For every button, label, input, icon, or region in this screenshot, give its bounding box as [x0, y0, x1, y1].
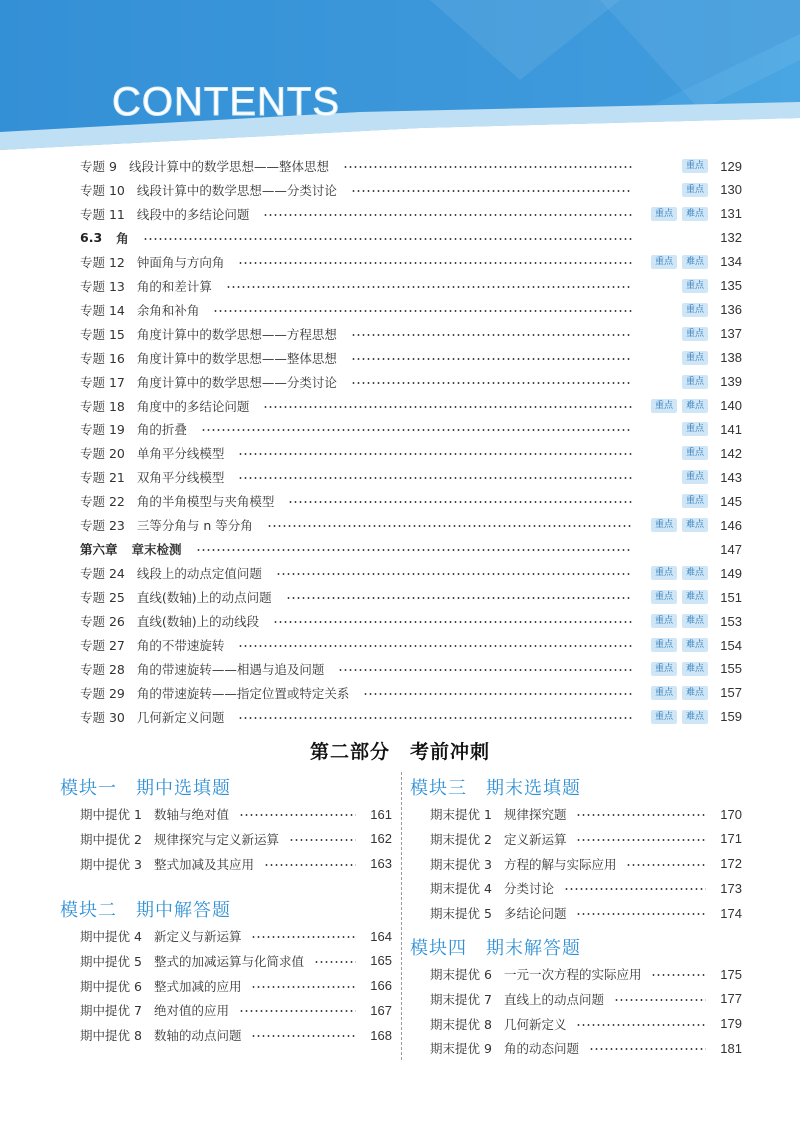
badge-group: [642, 590, 708, 604]
page-number: 154: [720, 637, 742, 653]
contents-title: CONTENTS: [112, 80, 340, 124]
page-number: 174: [720, 905, 742, 921]
badge-group: [642, 303, 708, 317]
page-number: 132: [720, 230, 742, 246]
dot-leader: [263, 406, 632, 408]
page-number: 140: [720, 398, 742, 413]
toc-row[interactable]: [80, 417, 742, 441]
toc-row[interactable]: [80, 609, 742, 633]
module-row[interactable]: [430, 827, 742, 851]
toc-topic: 角的带速旋转——相遇与追及问题: [136, 661, 325, 677]
page-number: 157: [720, 685, 742, 701]
badge-group: [642, 159, 708, 173]
dot-leader: [651, 974, 706, 976]
difficulty-badge: 难点: [682, 255, 708, 269]
dot-leader: [238, 477, 632, 479]
difficulty-badge: 难点: [682, 518, 708, 532]
module-row[interactable]: [430, 1012, 742, 1036]
toc-topic: 角: [116, 230, 129, 246]
module-row[interactable]: [80, 852, 392, 876]
difficulty-badge: 难点: [682, 638, 708, 652]
toc-label: 专题 23: [80, 518, 125, 534]
page-number: 162: [370, 831, 392, 847]
dot-leader: [196, 549, 632, 551]
toc-row[interactable]: [80, 681, 742, 705]
module-row[interactable]: [80, 998, 392, 1022]
module-item-label: 期末提优 4: [430, 881, 492, 897]
module-item-topic: 规律探究题: [503, 807, 567, 822]
page-number: 177: [720, 991, 742, 1007]
dot-leader: [264, 864, 356, 866]
toc-label: 专题 20: [80, 446, 125, 462]
module-title: 模块四 期末解答题: [410, 938, 581, 959]
key-point-badge: 重点: [651, 518, 677, 532]
module-item-label: 期末提优 6: [430, 967, 492, 982]
toc-row[interactable]: [80, 657, 742, 681]
badge-group: [642, 686, 708, 700]
toc-topic: 角的和差计算: [136, 278, 212, 294]
page-number: 159: [720, 709, 742, 725]
page-number: 153: [720, 613, 742, 629]
key-point-badge: 重点: [651, 662, 677, 676]
page-number: 137: [720, 326, 742, 342]
badge-group: [642, 494, 708, 508]
dot-leader: [576, 1024, 706, 1026]
toc-topic: 直线(数轴)上的动线段: [136, 614, 260, 630]
module-item-topic: 几何新定义: [503, 1016, 567, 1032]
dot-leader: [263, 214, 632, 216]
toc-row[interactable]: [80, 513, 742, 537]
dot-leader: [576, 913, 706, 915]
page-number: 164: [370, 928, 392, 944]
toc-row[interactable]: [80, 633, 742, 657]
key-point-badge: 重点: [682, 422, 708, 436]
page-number: 139: [720, 374, 742, 390]
dot-leader: [289, 839, 356, 841]
module-row[interactable]: [80, 827, 392, 851]
key-point-badge: 重点: [651, 255, 677, 269]
key-point-badge: 重点: [651, 638, 677, 652]
toc-row[interactable]: [80, 250, 742, 274]
badge-group: [642, 399, 708, 413]
page-number: 138: [720, 350, 742, 366]
module-item-label: 期中提优 8: [80, 1028, 142, 1044]
page-number: 142: [720, 445, 742, 461]
toc-topic: 角的半角模型与夹角模型: [136, 494, 275, 510]
dot-leader: [288, 501, 632, 503]
page-number: 161: [370, 806, 392, 822]
toc-row[interactable]: [80, 394, 742, 418]
dot-leader: [239, 814, 356, 816]
page-number: 175: [720, 966, 742, 982]
page-number: 147: [720, 541, 742, 557]
difficulty-badge: 难点: [682, 686, 708, 700]
module-item-label: 期末提优 5: [430, 906, 492, 922]
dot-leader: [363, 693, 632, 695]
toc-topic: 角度计算中的数学思想——整体思想: [136, 350, 337, 366]
key-point-badge: 重点: [682, 494, 708, 508]
dot-leader: [251, 936, 356, 938]
toc-section-row[interactable]: [80, 226, 742, 250]
toc-row[interactable]: [80, 322, 742, 346]
dot-leader: [343, 166, 632, 168]
page-number: 167: [370, 1002, 392, 1018]
module-item-topic: 角的动态问题: [503, 1041, 579, 1057]
difficulty-badge: 难点: [682, 590, 708, 604]
header-banner: [0, 0, 800, 170]
toc-row[interactable]: [80, 346, 742, 370]
toc-topic: 线段上的动点定值问题: [136, 566, 262, 582]
toc-label: 专题 21: [80, 470, 125, 486]
toc-label: 专题 29: [80, 685, 125, 701]
toc-row[interactable]: [80, 489, 742, 513]
dot-leader: [589, 1048, 706, 1050]
module-row[interactable]: [430, 876, 742, 900]
dot-leader: [226, 286, 632, 288]
toc-label: 专题 13: [80, 278, 125, 294]
dot-leader: [238, 717, 632, 719]
dot-leader: [143, 238, 632, 240]
page-number: 171: [720, 831, 742, 847]
dot-leader: [238, 262, 632, 264]
key-point-badge: 重点: [682, 375, 708, 389]
toc-label: 专题 16: [80, 350, 125, 366]
badge-group: [642, 375, 708, 389]
page-number: 155: [720, 661, 742, 677]
module-row[interactable]: [80, 924, 392, 948]
key-point-badge: 重点: [682, 470, 708, 484]
toc-topic: 角的带速旋转——指定位置或特定关系: [136, 685, 350, 701]
difficulty-badge: 难点: [682, 207, 708, 221]
toc-label: 专题 14: [80, 302, 125, 318]
part2-title: 第二部分 考前冲刺: [309, 741, 490, 763]
dot-leader: [351, 358, 632, 360]
toc-label: 专题 12: [80, 254, 125, 270]
toc-topic: 章末检测: [131, 542, 182, 558]
page-number: 131: [720, 206, 742, 222]
badge-group: [642, 662, 708, 676]
dot-leader: [251, 1035, 356, 1037]
module-item-topic: 新定义与新运算: [153, 929, 242, 944]
dot-leader: [351, 190, 632, 192]
module-item-label: 期末提优 7: [430, 991, 492, 1007]
dot-leader: [273, 621, 632, 623]
page-number: 134: [720, 254, 742, 270]
module-row[interactable]: [430, 901, 742, 925]
key-point-badge: 重点: [682, 183, 708, 197]
toc-label: 专题 10: [80, 182, 125, 198]
dot-leader: [276, 573, 632, 575]
module-item-topic: 多结论问题: [503, 906, 567, 922]
dot-leader: [238, 453, 632, 455]
badge-group: [642, 183, 708, 197]
module-item-label: 期中提优 2: [80, 831, 142, 847]
module-item-label: 期末提优 8: [430, 1016, 492, 1032]
toc-topic: 线段计算中的数学思想——整体思想: [128, 159, 329, 174]
module-row[interactable]: [80, 802, 392, 826]
dot-leader: [201, 429, 632, 431]
badge-group: [642, 422, 708, 436]
module-item-label: 期中提优 1: [80, 807, 142, 822]
toc-row[interactable]: [80, 705, 742, 729]
toc-topic: 线段计算中的数学思想——分类讨论: [136, 182, 337, 198]
toc-row[interactable]: [80, 202, 742, 226]
module-item-label: 期中提优 3: [80, 856, 142, 872]
module-item-topic: 分类讨论: [503, 881, 554, 897]
key-point-badge: 重点: [651, 590, 677, 604]
module-row[interactable]: [430, 987, 742, 1011]
module-row[interactable]: [80, 949, 392, 973]
toc-topic: 角度计算中的数学思想——方程思想: [136, 326, 337, 342]
toc-section-row[interactable]: [80, 537, 742, 561]
toc-label: 专题 30: [80, 709, 125, 725]
page-number: 149: [720, 565, 742, 581]
page-number: 166: [370, 978, 392, 994]
module-title: 模块三 期末选填题: [410, 778, 581, 799]
page-number: 165: [370, 953, 392, 969]
toc-topic: 单角平分线模型: [136, 446, 225, 462]
toc-topic: 角度计算中的数学思想——分类讨论: [136, 374, 337, 390]
difficulty-badge: 难点: [682, 614, 708, 628]
page-number: 146: [720, 517, 742, 533]
module-item-label: 期中提优 4: [80, 929, 142, 944]
module-item-topic: 数轴的动点问题: [153, 1028, 242, 1044]
module-item-topic: 整式加减及其应用: [153, 856, 254, 872]
badge-group: [642, 470, 708, 484]
toc-row[interactable]: [80, 441, 742, 465]
module-item-topic: 一元一次方程的实际应用: [503, 967, 642, 982]
module-item-topic: 直线上的动点问题: [503, 991, 604, 1007]
dot-leader: [351, 334, 632, 336]
module-row[interactable]: [430, 1036, 742, 1060]
key-point-badge: 重点: [682, 351, 708, 365]
page-number: 151: [720, 589, 742, 605]
module-item-topic: 规律探究与定义新运算: [153, 831, 279, 847]
module-item-label: 期末提优 9: [430, 1041, 492, 1057]
key-point-badge: 重点: [651, 710, 677, 724]
module-item-label: 期中提优 5: [80, 953, 142, 969]
module-item-label: 期末提优 1: [430, 807, 492, 822]
column-divider: [401, 772, 402, 1060]
toc-topic: 角度中的多结论问题: [136, 398, 250, 414]
key-point-badge: 重点: [682, 446, 708, 460]
toc-label: 专题 27: [80, 638, 125, 653]
module-title: 模块二 期中解答题: [60, 900, 231, 921]
toc-topic: 钟面角与方向角: [136, 254, 225, 270]
badge-group: [642, 518, 708, 532]
badge-group: [642, 207, 708, 221]
badge-group: [642, 279, 708, 293]
badge-group: [642, 566, 708, 580]
page-number: 141: [720, 421, 742, 437]
page-number: 179: [720, 1016, 742, 1032]
badge-group: [642, 327, 708, 341]
toc-row[interactable]: [80, 585, 742, 609]
toc-topic: 角的不带速旋转: [136, 638, 225, 653]
badge-group: [642, 638, 708, 652]
toc-row[interactable]: [80, 561, 742, 585]
dot-leader: [314, 961, 356, 963]
toc-label: 专题 17: [80, 374, 125, 390]
badge-group: [642, 710, 708, 724]
page-number: 170: [720, 806, 742, 822]
page-number: 172: [720, 856, 742, 872]
page-number: 136: [720, 302, 742, 318]
toc-topic: 直线(数轴)上的动点问题: [136, 590, 272, 606]
key-point-badge: 重点: [651, 614, 677, 628]
dot-leader: [267, 525, 632, 527]
toc-label: 专题 19: [80, 422, 125, 438]
dot-leader: [251, 986, 356, 988]
module-row[interactable]: [430, 852, 742, 876]
badge-group: [642, 255, 708, 269]
toc-topic: 三等分角与 n 等分角: [136, 518, 253, 534]
toc-row[interactable]: [80, 465, 742, 489]
badge-group: [642, 614, 708, 628]
key-point-badge: 重点: [651, 399, 677, 413]
toc-row[interactable]: [80, 154, 742, 178]
toc-label: 专题 25: [80, 590, 125, 606]
toc-topic: 线段中的多结论问题: [136, 206, 250, 222]
module-item-topic: 方程的解与实际应用: [503, 856, 617, 872]
key-point-badge: 重点: [651, 207, 677, 221]
page-number: 173: [720, 880, 742, 896]
page-number: 168: [370, 1027, 392, 1043]
toc-label: 专题 9: [80, 159, 117, 174]
dot-leader: [338, 669, 632, 671]
toc-label: 专题 15: [80, 326, 125, 342]
dot-leader: [576, 814, 706, 816]
dot-leader: [576, 839, 706, 841]
toc-label: 专题 24: [80, 566, 125, 582]
toc-label: 专题 18: [80, 398, 125, 414]
badge-group: [642, 446, 708, 460]
toc-row[interactable]: [80, 370, 742, 394]
dot-leader: [238, 645, 632, 647]
module-row[interactable]: [430, 802, 742, 826]
toc-topic: 几何新定义问题: [136, 709, 225, 725]
dot-leader: [213, 310, 632, 312]
page-number: 135: [720, 278, 742, 294]
difficulty-badge: 难点: [682, 662, 708, 676]
page-number: 181: [720, 1040, 742, 1056]
key-point-badge: 重点: [682, 159, 708, 173]
page-number: 143: [720, 469, 742, 485]
toc-label: 专题 22: [80, 494, 125, 510]
toc-topic: 双角平分线模型: [136, 470, 225, 486]
module-item-label: 期末提优 3: [430, 856, 492, 872]
page-number: 129: [720, 158, 742, 174]
difficulty-badge: 难点: [682, 399, 708, 413]
toc-label: 专题 11: [80, 206, 125, 222]
key-point-badge: 重点: [682, 327, 708, 341]
key-point-badge: 重点: [651, 566, 677, 580]
toc-row[interactable]: [80, 298, 742, 322]
module-item-topic: 绝对值的应用: [153, 1003, 229, 1019]
difficulty-badge: 难点: [682, 710, 708, 724]
dot-leader: [626, 864, 706, 866]
key-point-badge: 重点: [682, 303, 708, 317]
difficulty-badge: 难点: [682, 566, 708, 580]
toc-row[interactable]: [80, 274, 742, 298]
toc-topic: 余角和补角: [136, 302, 200, 318]
key-point-badge: 重点: [682, 279, 708, 293]
toc-label: 专题 28: [80, 661, 125, 677]
dot-leader: [351, 382, 632, 384]
module-item-topic: 定义新运算: [503, 831, 567, 847]
module-item-label: 期中提优 7: [80, 1003, 142, 1019]
dot-leader: [286, 597, 632, 599]
module-title: 模块一 期中选填题: [60, 778, 231, 799]
page-number: 130: [720, 182, 742, 198]
key-point-badge: 重点: [651, 686, 677, 700]
module-item-topic: 整式的加减运算与化简求值: [153, 953, 304, 969]
badge-group: [642, 351, 708, 365]
toc-label: 专题 26: [80, 614, 125, 630]
module-item-topic: 整式加减的应用: [153, 978, 242, 994]
module-row[interactable]: [430, 962, 742, 986]
page-number: 145: [720, 493, 742, 509]
page-number: 163: [370, 856, 392, 872]
toc-label: 第六章: [80, 542, 118, 558]
toc-topic: 角的折叠: [136, 422, 187, 438]
module-item-topic: 数轴与绝对值: [153, 807, 229, 822]
module-row[interactable]: [80, 974, 392, 998]
module-item-label: 期末提优 2: [430, 831, 492, 847]
module-item-label: 期中提优 6: [80, 978, 142, 994]
dot-leader: [239, 1010, 356, 1012]
dot-leader: [614, 999, 706, 1001]
toc-row[interactable]: [80, 178, 742, 202]
dot-leader: [564, 888, 706, 890]
toc-label: 6.3: [80, 230, 103, 246]
module-row[interactable]: [80, 1023, 392, 1047]
